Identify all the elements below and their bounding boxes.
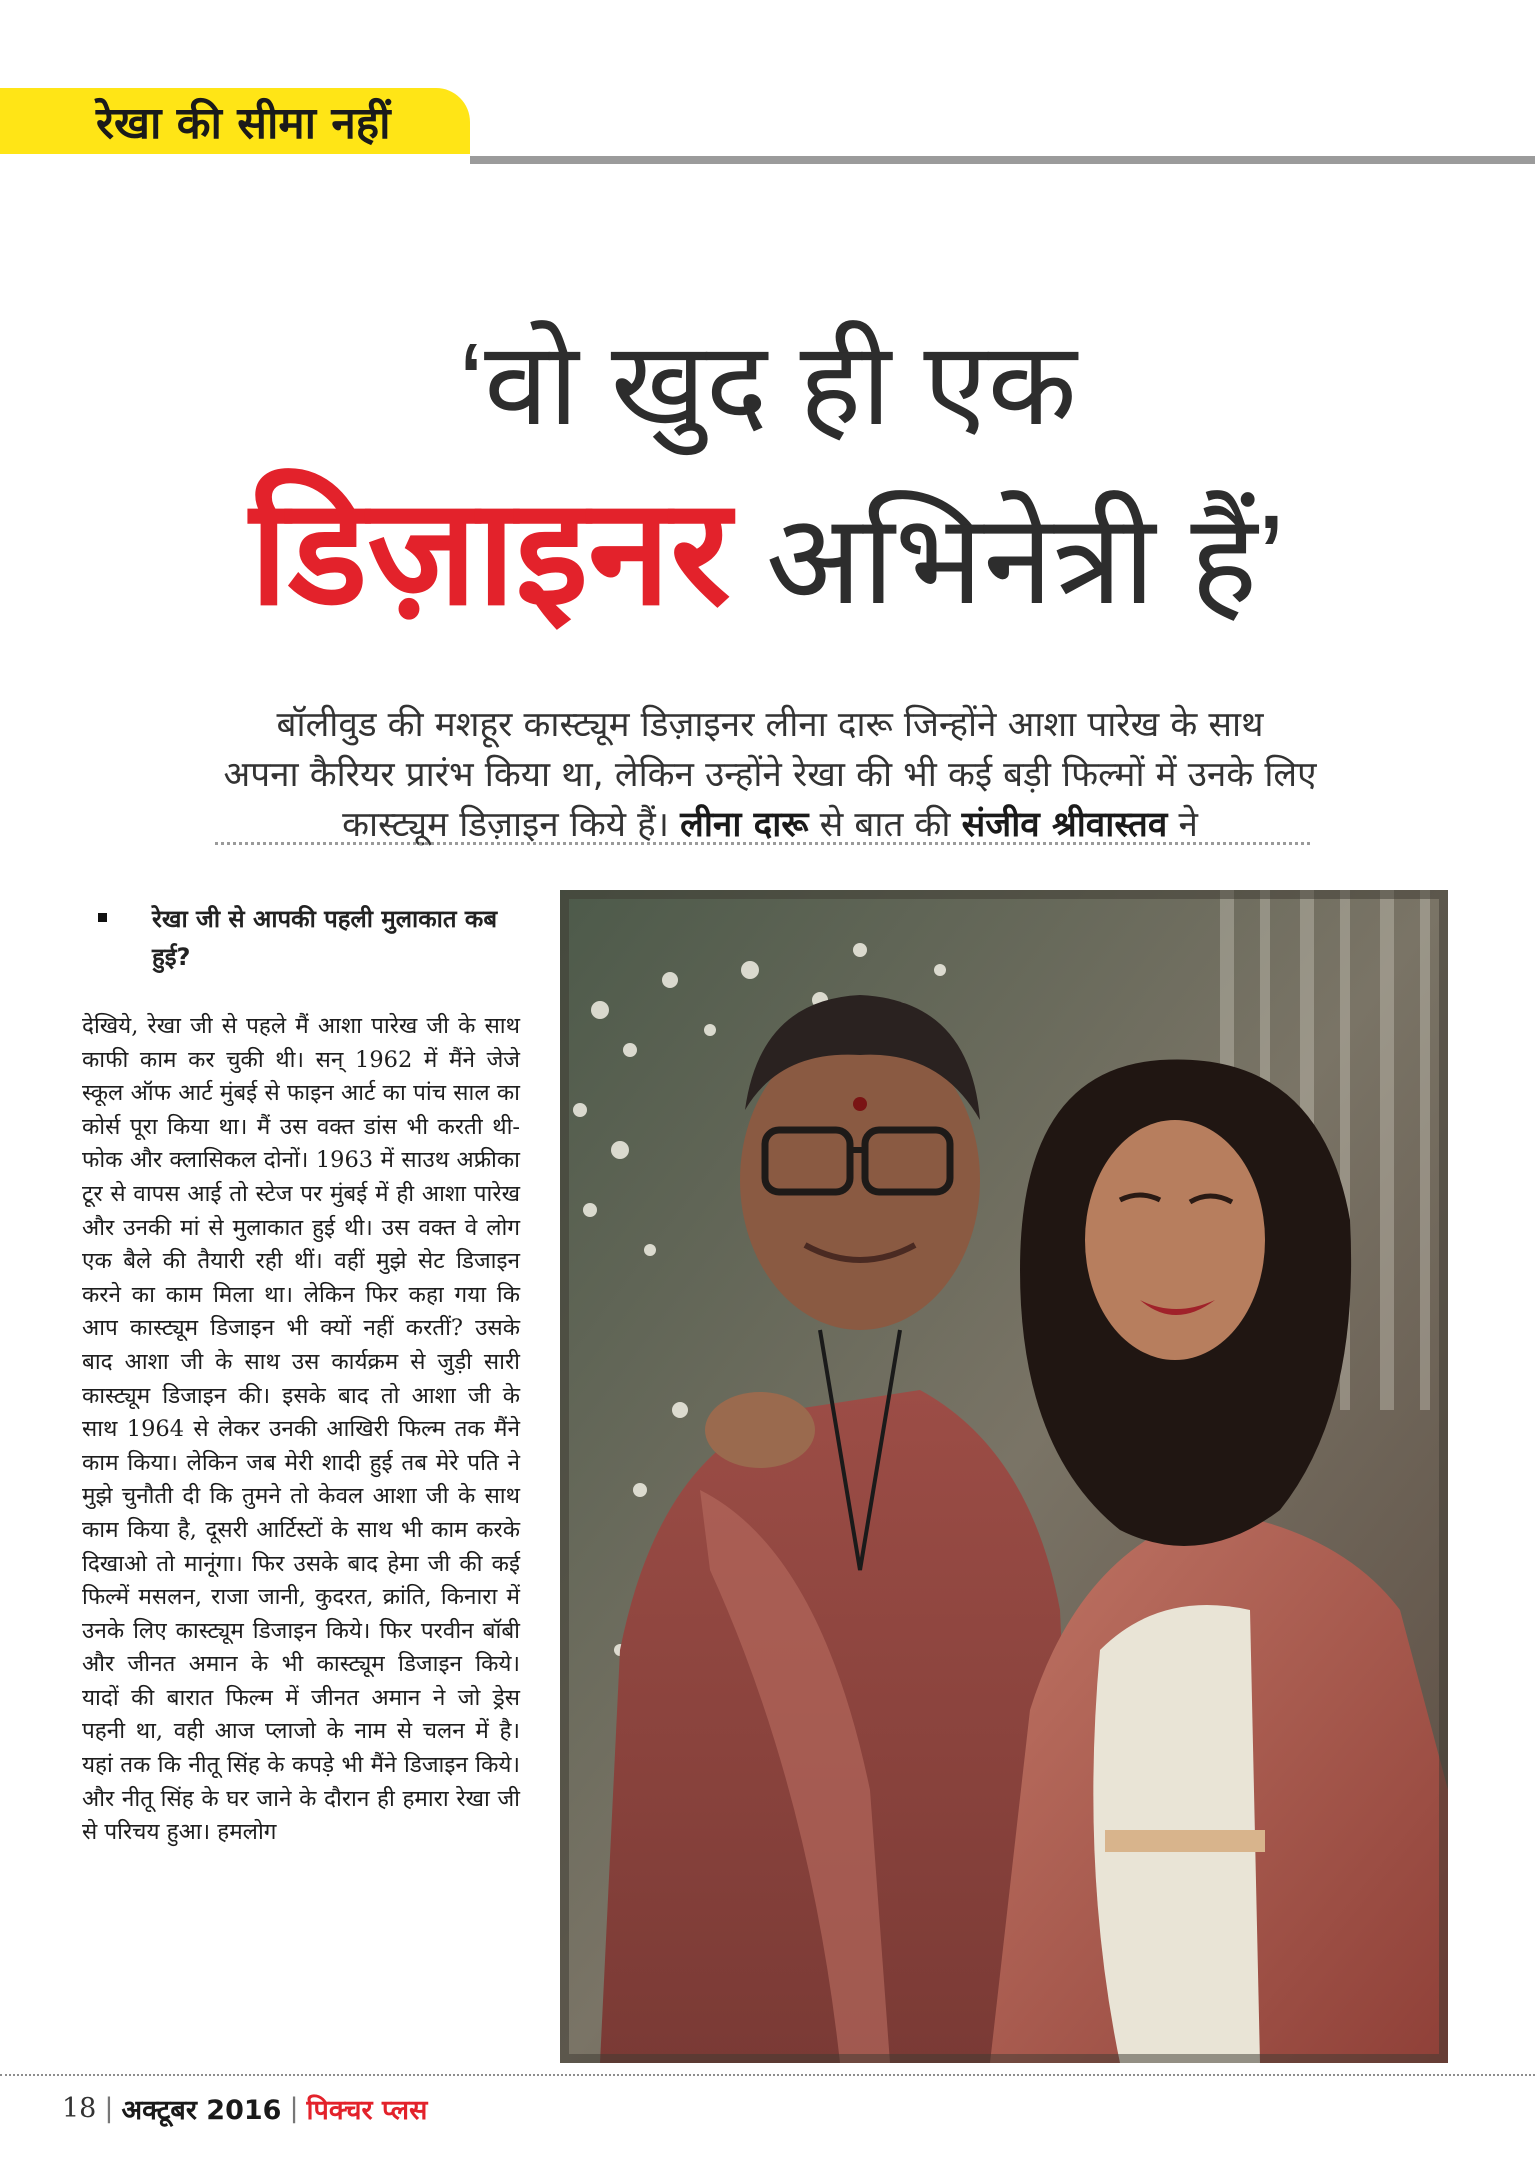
headline-highlight: डिज़ाइनर <box>249 470 731 635</box>
intro-line-3-start: कास्ट्यूम डिज़ाइन किये हैं। <box>342 805 669 845</box>
section-label-bar <box>0 88 470 154</box>
page-number: 18 <box>62 2093 97 2124</box>
footer-separator: | <box>289 2093 299 2124</box>
page-footer <box>62 2090 427 2127</box>
intro-paragraph <box>205 700 1335 850</box>
article-photo <box>560 890 1448 2063</box>
section-label: रेखा की सीमा नहीं <box>96 98 391 149</box>
headline-rest: अभिनेत्री हैं’ <box>765 489 1286 630</box>
intro-line-3-end: ने <box>1178 805 1198 845</box>
footer-separator: | <box>104 2093 114 2124</box>
photo-illustration <box>560 890 1448 2063</box>
answer-text: देखिये, रेखा जी से पहले मैं आशा पारेख जी के साथ काफी काम कर चुकी थी। सन् 1962 में मैंने जेजे स्कूल ऑफ आर्ट मुंबई से फाइन आर्ट का पांच साल का कोर्स पूरा किया था। मैं उस वक्त डांस भी करती थी- फोक और क्लासिकल दोनों। 1963 में साउथ अफ्रीका टूर से वापस आई तो स्टेज पर मुंबई में ही आशा पारेख और उनकी मां से मुलाकात हुई थी। उस वक्त वे लोग एक बैले की तैयारी रही थीं। वहीं मुझे सेट डिजाइन करने का काम मिला था। लेकिन फिर कहा गया कि आप कास्ट्यूम डिजाइन भी क्यों नहीं करतीं? उसके बाद आशा जी के साथ उस कार्यक्रम से जुड़ी सारी कास्ट्यूम डिजाइन की। इसके बाद तो आशा जी के साथ 1964 से लेकर उनकी आखिरी फिल्म तक मैंने काम किया। लेकिन जब मेरी शादी हुई तब मेरे पति ने मुझे चुनौती दी कि तुमने तो केवल आशा जी के साथ काम किया है, दूसरी आर्टिस्टों के साथ भी काम करके दिखाओ तो मानूंगा। फिर उसके बाद हेमा जी की कई फिल्में मसलन, राजा जानी, कुदरत, क्रांति, किनारा में उनके लिए कास्ट्यूम डिजाइन किये। फिर परवीन बॉबी और जीनत अमान के भी कास्ट्यूम डिजाइन किये। यादों की बारात फिल्म में जीनत अमान ने जो ड्रेस पहनी था, वही आज प्लाजो के नाम से चलन में है। यहां तक कि नीतू सिंह के कपड़े भी मैंने डिजाइन किये। और नीतू सिंह के घर जाने के दौरान ही हमारा रेखा जी से परिचय हुआ। हमलोग <box>82 1013 520 1846</box>
header-rule <box>470 156 1535 164</box>
question-bullet-icon <box>98 913 107 922</box>
intro-line-3-mid: से बात की <box>819 805 951 845</box>
issue-date: अक्टूबर 2016 <box>121 2095 282 2126</box>
headline-line-1: ‘वो खुद ही एक <box>458 319 1077 449</box>
interviewee-name: लीना दारू <box>680 805 809 845</box>
intro-divider <box>215 842 1310 845</box>
footer-divider <box>0 2074 1535 2076</box>
intro-line-2: अपना कैरियर प्रारंभ किया था, लेकिन उन्होंने रेखा की भी कई बड़ी फिल्मों में उनके लिए <box>223 755 1317 795</box>
magazine-name: पिक्चर प्लस <box>306 2095 428 2126</box>
author-name: संजीव श्रीवास्तव <box>961 805 1168 845</box>
intro-line-1: बॉलीवुड की मशहूर कास्ट्यूम डिज़ाइनर लीना दारू जिन्होंने आशा पारेख के साथ <box>276 705 1264 745</box>
question: रेखा जी से आपकी पहली मुलाकात कब हुई? <box>152 905 498 971</box>
headline-line-2 <box>0 446 1535 647</box>
